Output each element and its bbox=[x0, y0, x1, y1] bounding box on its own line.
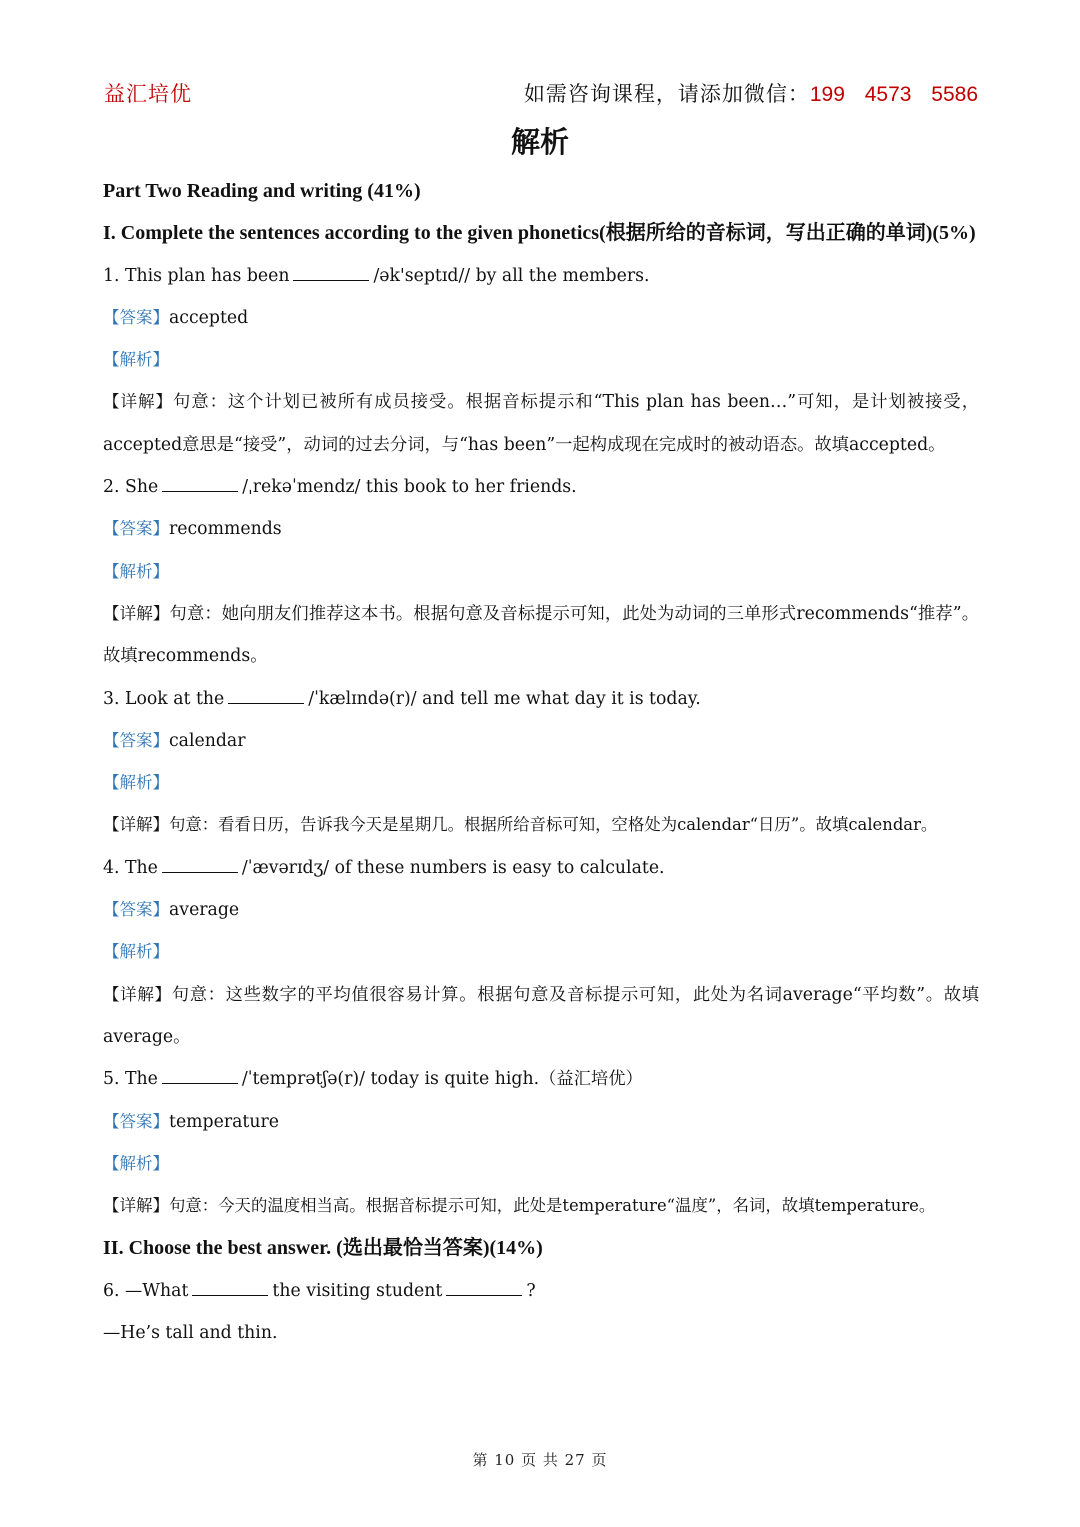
answer-value: recommends bbox=[169, 519, 282, 540]
detail-label: 【详解】 bbox=[103, 1196, 169, 1216]
contact-phone: 199 4573 5586 bbox=[809, 83, 978, 106]
question-text-middle: the visiting student bbox=[272, 1280, 443, 1301]
page-title: 解析 bbox=[510, 125, 569, 159]
detail-5 bbox=[103, 1185, 979, 1227]
answer-4 bbox=[103, 889, 979, 931]
question-text: 1. This plan has been bbox=[103, 265, 290, 286]
question-phonetic-text: /ˈævərɪdʒ/ of these numbers is easy to calculate. bbox=[241, 857, 665, 878]
analysis-label: 【解析】 bbox=[103, 773, 169, 793]
detail-1 bbox=[103, 381, 979, 466]
section-heading-2: II. Choose the best answer. (选出最恰当答案)(14%) bbox=[103, 1237, 543, 1260]
analysis-1 bbox=[103, 339, 979, 381]
answer-label: 【答案】 bbox=[103, 1111, 169, 1131]
answer-label: 【答案】 bbox=[103, 730, 169, 750]
answer-value: temperature bbox=[169, 1111, 279, 1132]
answer-label: 【答案】 bbox=[103, 307, 169, 327]
question-2 bbox=[103, 466, 979, 508]
question-1 bbox=[103, 255, 979, 297]
detail-2 bbox=[103, 593, 979, 678]
answer-value: average bbox=[169, 900, 240, 921]
detail-3 bbox=[103, 804, 979, 846]
question-text: 2. She bbox=[103, 477, 159, 498]
answer-label: 【答案】 bbox=[103, 900, 169, 920]
question-4 bbox=[103, 847, 979, 889]
detail-text: 句意：这些数字的平均值很容易计算。根据句意及音标提示可知，此处为名词average“平均数”。故填average。 bbox=[103, 984, 979, 1047]
page-header bbox=[104, 78, 978, 112]
detail-text: 句意：今天的温度相当高。根据音标提示可知，此处是temperature“温度”，名词，故填temperature。 bbox=[169, 1196, 936, 1216]
question-text: 3. Look at the bbox=[103, 688, 225, 709]
question-3 bbox=[103, 678, 979, 720]
question-phonetic-text: /ˈtemprətʃə(r)/ today is quite high.（益汇培优） bbox=[241, 1069, 643, 1090]
question-6-reply: —He’s tall and thin. bbox=[103, 1323, 278, 1344]
question-text: 6. —What bbox=[103, 1280, 189, 1301]
part-heading: Part Two Reading and writing (41%) bbox=[103, 180, 421, 202]
detail-4 bbox=[103, 974, 979, 1059]
question-6 bbox=[103, 1270, 979, 1312]
question-phonetic-text: /ˌrekəˈmendz/ this book to her friends. bbox=[242, 477, 577, 498]
answer-blank bbox=[228, 689, 304, 704]
answer-blank bbox=[162, 1069, 238, 1084]
question-phonetic-text: /ˈkælɪndə(r)/ and tell me what day it is today. bbox=[308, 688, 701, 709]
answer-label: 【答案】 bbox=[103, 519, 169, 539]
brand-name: 益汇培优 bbox=[104, 82, 192, 106]
contact-info bbox=[524, 78, 978, 108]
detail-text: 句意：她向朋友们推荐这本书。根据句意及音标提示可知，此处为动词的三单形式recommends“推荐”。故填recommends。 bbox=[103, 603, 980, 667]
analysis-label: 【解析】 bbox=[103, 1153, 169, 1173]
question-text-end: ? bbox=[526, 1280, 536, 1301]
answer-3 bbox=[103, 720, 979, 762]
detail-label: 【详解】 bbox=[103, 392, 174, 412]
document-body bbox=[103, 170, 979, 1354]
answer-2 bbox=[103, 508, 979, 550]
detail-label: 【详解】 bbox=[103, 603, 170, 623]
detail-label: 【详解】 bbox=[103, 984, 172, 1004]
detail-label: 【详解】 bbox=[103, 815, 169, 835]
answer-value: accepted bbox=[169, 307, 249, 328]
answer-blank bbox=[293, 266, 369, 281]
question-5 bbox=[103, 1058, 979, 1100]
analysis-label: 【解析】 bbox=[103, 942, 169, 962]
section-heading-1: I. Complete the sentences according to the given phonetics(根据所给的音标词，写出正确的单词)(5%) bbox=[103, 222, 976, 245]
analysis-4 bbox=[103, 931, 979, 973]
answer-blank bbox=[192, 1281, 268, 1296]
answer-1 bbox=[103, 297, 979, 339]
answer-blank bbox=[446, 1281, 522, 1296]
detail-text: 句意：这个计划已被所有成员接受。根据音标提示和“This plan has been…”可知，是计划被接受，accepted意思是“接受”，动词的过去分词，与“has been”一起构成现在完成时的被动语态。故填accepted。 bbox=[103, 392, 980, 455]
analysis-2 bbox=[103, 551, 979, 593]
answer-blank bbox=[162, 858, 238, 873]
page-number: 第 10 页 共 27 页 bbox=[472, 1451, 608, 1469]
detail-text: 句意：看看日历，告诉我今天是星期几。根据所给音标可知，空格处为calendar“日历”。故填calendar。 bbox=[169, 815, 938, 835]
contact-label: 如需咨询课程，请添加微信： bbox=[523, 82, 810, 106]
analysis-3 bbox=[103, 762, 979, 804]
answer-5 bbox=[103, 1101, 979, 1143]
analysis-label: 【解析】 bbox=[103, 561, 169, 581]
answer-value: calendar bbox=[169, 730, 246, 751]
question-text: 5. The bbox=[103, 1069, 158, 1090]
analysis-label: 【解析】 bbox=[103, 350, 169, 370]
answer-blank bbox=[162, 477, 238, 492]
analysis-5 bbox=[103, 1143, 979, 1185]
question-phonetic-text: /ək'septɪd// by all the members. bbox=[373, 265, 650, 286]
question-text: 4. The bbox=[103, 857, 158, 878]
